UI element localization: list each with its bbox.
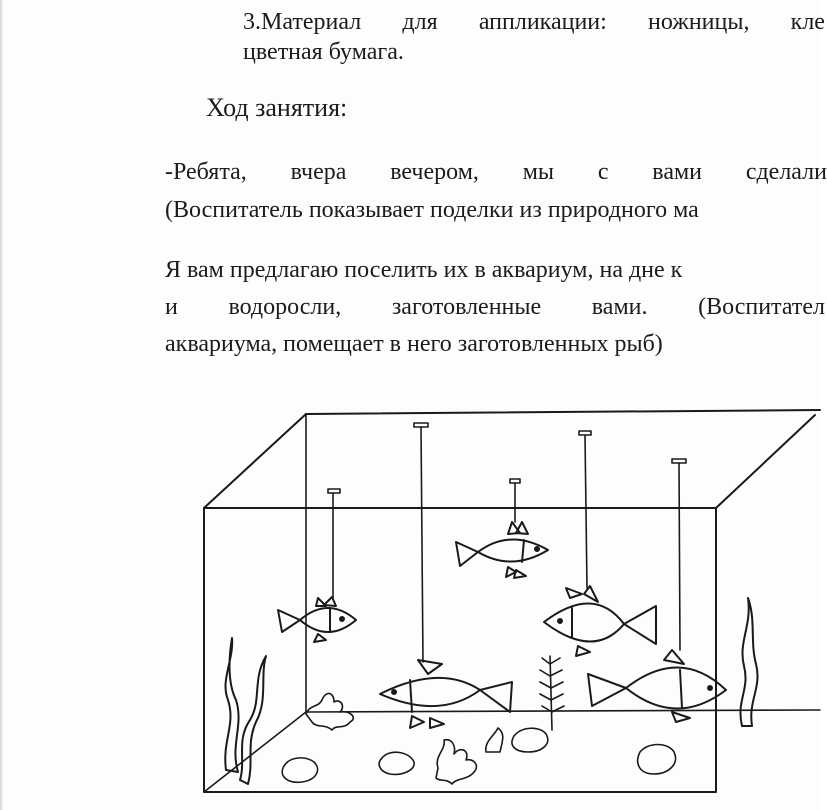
word: вами — [652, 159, 702, 185]
word: с — [597, 159, 609, 185]
word: вечером, — [390, 159, 479, 185]
word: мы — [522, 159, 555, 185]
word: для — [402, 9, 438, 35]
aquarium-tank — [204, 410, 820, 792]
pebble-icon — [282, 728, 675, 782]
plant-icon — [540, 656, 564, 730]
suspension-strings — [328, 423, 686, 662]
word: и — [165, 294, 178, 320]
word: -Ребята, — [165, 159, 247, 185]
word: 3.Материал — [243, 9, 362, 35]
paragraph-2-line-3: аквариума, помещает в него заготовленных рыб) — [165, 331, 663, 357]
seaweed-icon — [225, 638, 266, 784]
word: аппликации: — [478, 9, 607, 35]
word: заготовленные — [391, 294, 542, 320]
seaweed-icon — [740, 598, 757, 726]
word: вчера — [290, 159, 347, 185]
fish-icon — [544, 586, 656, 656]
paragraph-1-line-2: (Воспитатель показывает поделки из природного ма — [165, 197, 699, 223]
word: ножницы, — [648, 9, 750, 35]
word: кле — [790, 9, 825, 35]
word: сделали — [745, 159, 827, 185]
word: (Воспитател — [698, 294, 825, 320]
paragraph-2-line-1: Я вам предлагаю поселить их в аквариум, на дне к — [165, 257, 683, 283]
coral-icon — [306, 693, 503, 784]
fish-icon — [278, 597, 356, 642]
fish-icon — [380, 660, 512, 728]
fish-icon — [456, 522, 548, 578]
word: вами. — [591, 294, 648, 320]
word: водоросли, — [228, 294, 342, 320]
materials-line-2: цветная бумага. — [243, 39, 404, 65]
section-heading: Ход занятия: — [206, 93, 348, 122]
